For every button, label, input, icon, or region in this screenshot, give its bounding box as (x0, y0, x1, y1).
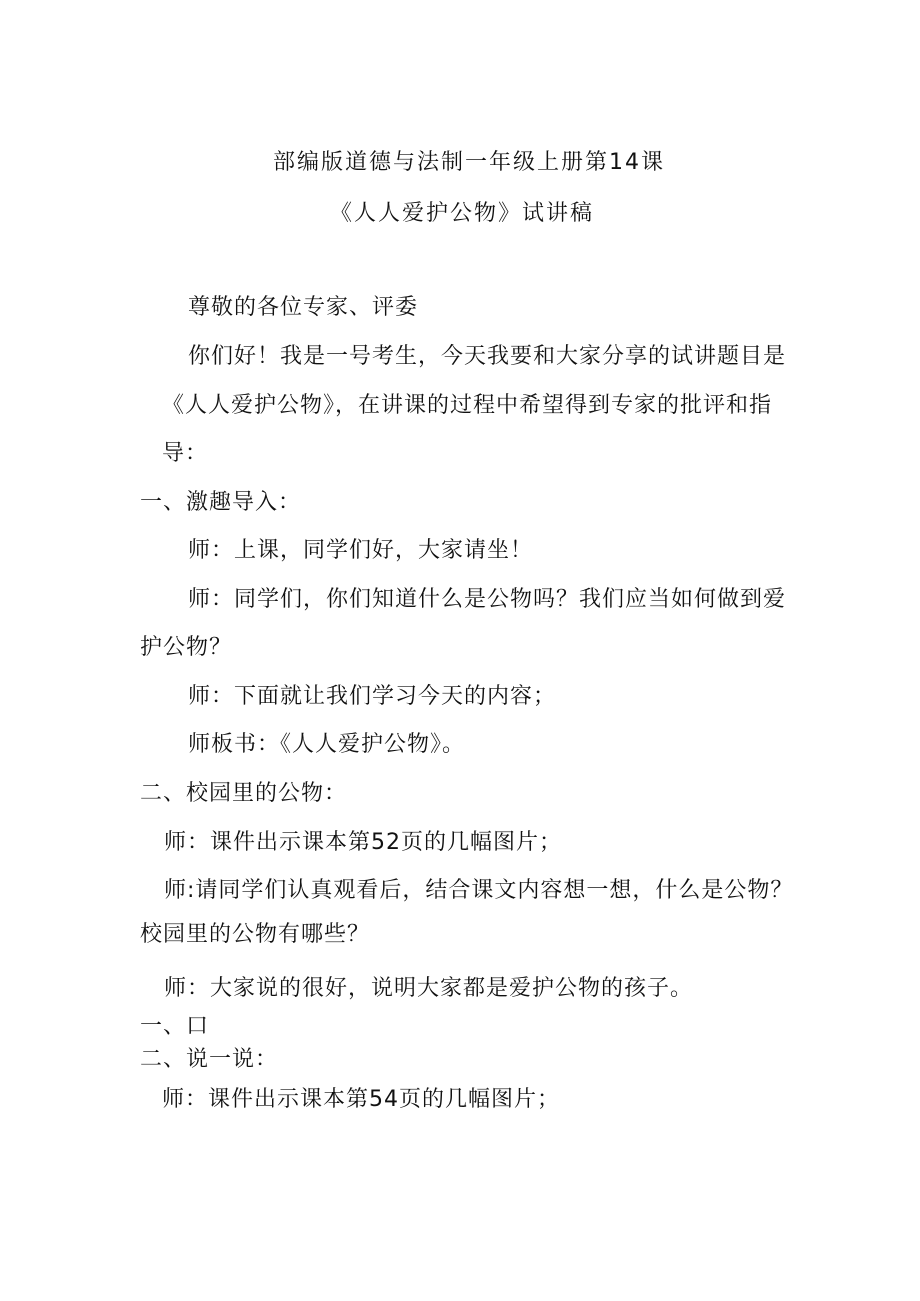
paragraph-s3-1: 师：课件出示课本第54页的几幅图片； (162, 1087, 560, 1112)
paragraph-intro-2: 《人人爱护公物》，在讲课的过程中希望得到专家的批评和指 (162, 393, 773, 418)
paragraph-s2-3: 校园里的公物有哪些？ (140, 922, 371, 947)
paragraph-s1-3: 护公物？ (140, 635, 233, 660)
section-heading-stray: 一、口 (140, 1014, 210, 1039)
document-subtitle: 《人人爱护公物》试讲稿 (330, 201, 595, 226)
paragraph-s2-1: 师：课件出示课本第52页的几幅图片； (164, 830, 562, 855)
paragraph-s2-4: 师：大家说的很好，说明大家都是爱护公物的孩子。 (164, 976, 694, 1001)
paragraph-intro-3: 导： (162, 441, 209, 466)
document-title: 部编版道德与法制一年级上册第14课 (273, 150, 665, 175)
paragraph-s1-1: 师：上课，同学们好，大家请坐！ (188, 538, 534, 563)
paragraph-s1-2: 师：同学们，你们知道什么是公物吗？我们应当如何做到爱 (188, 587, 787, 612)
paragraph-s2-2: 师:请同学们认真观看后，结合课文内容想一想，什么是公物？ (164, 878, 794, 903)
section-heading-2: 二、校园里的公物： (140, 781, 348, 806)
paragraph-intro-1: 你们好！我是一号考生，今天我要和大家分享的试讲题目是 (188, 344, 787, 369)
paragraph-greeting: 尊敬的各位专家、评委 (188, 295, 419, 320)
paragraph-s1-4: 师：下面就让我们学习今天的内容； (188, 684, 557, 709)
section-heading-1: 一、激趣导入： (140, 490, 302, 515)
paragraph-s1-5: 师板书：《人人爱护公物》。 (188, 732, 466, 757)
section-heading-3: 二、说一说： (140, 1047, 279, 1072)
